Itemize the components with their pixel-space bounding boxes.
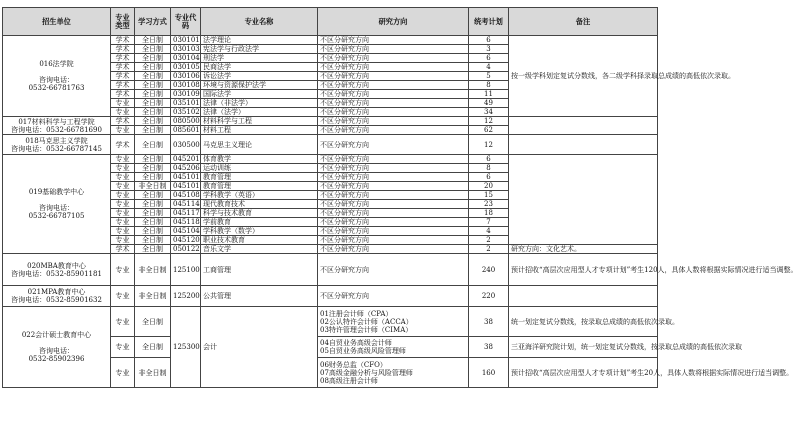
code-cell: 045117 <box>171 209 201 218</box>
header-note: 备注 <box>509 8 658 36</box>
direction-cell: 不区分研究方向 <box>318 236 469 245</box>
direction-cell: 不区分研究方向 <box>318 218 469 227</box>
mode-cell: 全日制 <box>135 155 171 164</box>
note-cell: 研究方向：文化艺术。 <box>509 245 658 254</box>
type-cell: 专业 <box>111 227 135 236</box>
name-cell: 材料工程 <box>201 126 318 135</box>
code-cell: 035101 <box>171 99 201 108</box>
direction-item: 02公认特许会计师（ACCA） <box>320 317 413 326</box>
plan-cell: 23 <box>469 200 509 209</box>
direction-cell: 不区分研究方向 <box>318 182 469 191</box>
direction-cell: 不区分研究方向 <box>318 209 469 218</box>
header-code: 专业代码 <box>171 8 201 36</box>
type-cell: 专业 <box>111 286 135 307</box>
name-cell: 职业技术教育 <box>201 236 318 245</box>
note-cell <box>509 117 658 135</box>
code-cell: 030106 <box>171 72 201 81</box>
unit-phone: 咨询电话：0532-85901632 <box>11 296 102 304</box>
mode-cell: 全日制 <box>135 245 171 254</box>
type-cell: 专业 <box>111 155 135 164</box>
admissions-table <box>2 7 798 388</box>
name-cell: 教育管理 <box>201 182 318 191</box>
name-cell: 马克思主义理论 <box>201 135 318 155</box>
plan-cell: 38 <box>469 337 509 358</box>
plan-cell: 240 <box>469 254 509 286</box>
mode-cell: 全日制 <box>135 135 171 155</box>
code-cell: 045108 <box>171 191 201 200</box>
direction-item: 08高级注册会计师 <box>320 376 378 385</box>
direction-cell: 不区分研究方向 <box>318 126 469 135</box>
type-cell: 专业 <box>111 218 135 227</box>
mode-cell: 全日制 <box>135 126 171 135</box>
code-cell: 030101 <box>171 36 201 45</box>
code-cell: 045201 <box>171 155 201 164</box>
mode-cell: 全日制 <box>135 36 171 45</box>
header-mode: 学习方式 <box>135 8 171 36</box>
plan-cell: 2 <box>469 236 509 245</box>
mode-cell: 全日制 <box>135 200 171 209</box>
unit-name: 022会计硕士教育中心 <box>21 331 92 339</box>
mode-cell: 全日制 <box>135 72 171 81</box>
direction-cell: 不区分研究方向 <box>318 90 469 99</box>
unit-cell <box>3 36 111 117</box>
plan-cell: 49 <box>469 99 509 108</box>
direction-cell: 不区分研究方向 <box>318 254 469 286</box>
unit-name: 020MBA教育中心 <box>27 261 86 270</box>
unit-name: 021MPA教育中心 <box>27 288 86 296</box>
plan-cell: 5 <box>469 72 509 81</box>
code-cell: 045120 <box>171 236 201 245</box>
mode-cell: 全日制 <box>135 108 171 117</box>
type-cell: 学术 <box>111 36 135 45</box>
header-type: 专业类型 <box>111 8 135 36</box>
name-cell: 现代教育技术 <box>201 200 318 209</box>
mode-cell: 全日制 <box>135 307 171 337</box>
direction-cell: 不区分研究方向 <box>318 72 469 81</box>
code-cell: 050122 <box>171 245 201 254</box>
plan-cell: 3 <box>469 45 509 54</box>
type-cell: 学术 <box>111 90 135 99</box>
direction-cell: 不区分研究方向 <box>318 155 469 164</box>
direction-cell: 不区分研究方向 <box>318 245 469 254</box>
direction-cell <box>318 358 469 388</box>
code-cell: 045206 <box>171 164 201 173</box>
direction-cell: 不区分研究方向 <box>318 135 469 155</box>
mode-cell: 全日制 <box>135 236 171 245</box>
unit-name: 019基础教学中心 <box>28 188 85 196</box>
mode-cell: 全日制 <box>135 81 171 90</box>
name-cell: 法学理论 <box>201 36 318 45</box>
direction-cell: 不区分研究方向 <box>318 191 469 200</box>
code-cell: 045114 <box>171 200 201 209</box>
type-cell: 专业 <box>111 173 135 182</box>
header-name: 专业名称 <box>201 8 318 36</box>
unit-cell <box>3 135 111 155</box>
plan-cell: 2 <box>469 245 509 254</box>
unit-phone: 咨询电话：0532-85901181 <box>11 269 102 278</box>
unit-phone: 咨询电话：0532-66781690 <box>11 125 102 134</box>
mode-cell: 全日制 <box>135 227 171 236</box>
plan-cell: 6 <box>469 36 509 45</box>
table-row <box>3 254 658 286</box>
code-cell: 045104 <box>171 227 201 236</box>
plan-cell: 4 <box>469 63 509 72</box>
mode-cell: 非全日制 <box>135 358 171 388</box>
name-cell: 材料科学与工程 <box>201 117 318 126</box>
unit-phone-label: 咨询电话： <box>39 204 74 212</box>
code-cell: 125100 <box>171 254 201 286</box>
direction-cell: 不区分研究方向 <box>318 54 469 63</box>
direction-cell: 不区分研究方向 <box>318 45 469 54</box>
mode-cell: 全日制 <box>135 99 171 108</box>
mode-cell: 非全日制 <box>135 254 171 286</box>
code-cell: 045101 <box>171 182 201 191</box>
note-cell: 统一划定复试分数线，按录取总成绩的高低依次录取。 <box>509 307 658 337</box>
type-cell: 专业 <box>111 191 135 200</box>
code-cell: 030500 <box>171 135 201 155</box>
direction-item: 06财务总监（CFO） <box>320 360 387 369</box>
direction-cell: 不区分研究方向 <box>318 173 469 182</box>
mode-cell: 全日制 <box>135 164 171 173</box>
plan-cell: 34 <box>469 108 509 117</box>
unit-cell <box>3 155 111 254</box>
unit-phone-label: 咨询电话： <box>39 76 74 84</box>
unit-phone: 0532-85902396 <box>28 355 85 363</box>
name-cell: 学科教学（英语） <box>201 191 318 200</box>
note-cell: 预计招收“高层次应用型人才专项计划”考生120人，具体人数将根据实际情况进行适当调整。 <box>509 254 658 286</box>
plan-cell: 62 <box>469 126 509 135</box>
code-cell: 085601 <box>171 126 201 135</box>
mode-cell: 非全日制 <box>135 182 171 191</box>
name-cell: 法律（非法学） <box>201 99 318 108</box>
direction-cell: 不区分研究方向 <box>318 81 469 90</box>
unit-cell <box>3 117 111 135</box>
unit-phone: 0532-66787105 <box>28 212 85 220</box>
direction-cell: 不区分研究方向 <box>318 286 469 307</box>
type-cell: 专业 <box>111 108 135 117</box>
direction-item: 04自贸业务高级会计师 <box>320 339 392 347</box>
mode-cell: 全日制 <box>135 54 171 63</box>
header-row <box>3 8 658 36</box>
code-cell: 030104 <box>171 54 201 63</box>
code-cell: 125300 <box>171 307 201 388</box>
name-cell: 宪法学与行政法学 <box>201 45 318 54</box>
direction-item: 05自贸业务高级风险管理师 <box>320 347 406 355</box>
mode-cell: 全日制 <box>135 90 171 99</box>
code-cell: 125200 <box>171 286 201 307</box>
plan-cell: 12 <box>469 117 509 126</box>
type-cell: 学术 <box>111 117 135 126</box>
type-cell: 专业 <box>111 126 135 135</box>
plan-cell: 6 <box>469 54 509 63</box>
header-unit: 招生单位 <box>3 8 111 36</box>
plan-cell: 4 <box>469 227 509 236</box>
note-cell <box>509 155 658 245</box>
type-cell: 专业 <box>111 254 135 286</box>
type-cell: 学术 <box>111 245 135 254</box>
unit-name: 016法学院 <box>39 60 74 68</box>
direction-item: 03特许管理会计师（CIMA） <box>320 325 413 334</box>
mode-cell: 全日制 <box>135 117 171 126</box>
direction-item: 01注册会计师（CPA） <box>320 309 393 318</box>
header-direction: 研究方向 <box>318 8 469 36</box>
name-cell: 国际法学 <box>201 90 318 99</box>
type-cell: 专业 <box>111 182 135 191</box>
note-cell: 按一级学科划定复试分数线，各二级学科择录取总成绩的高低依次录取。 <box>509 36 658 117</box>
plan-cell: 8 <box>469 164 509 173</box>
direction-item: 07高级金融分析与风险管理师 <box>320 368 413 377</box>
name-cell: 音乐文学 <box>201 245 318 254</box>
code-cell: 030109 <box>171 90 201 99</box>
unit-cell <box>3 254 111 286</box>
type-cell: 专业 <box>111 200 135 209</box>
name-cell: 民商法学 <box>201 63 318 72</box>
code-cell: 030108 <box>171 81 201 90</box>
mode-cell: 非全日制 <box>135 286 171 307</box>
name-cell: 运动训练 <box>201 164 318 173</box>
unit-phone-label: 咨询电话： <box>39 347 74 355</box>
note-cell: 三亚海洋研究院计划，统一划定复试分数线，按录取总成绩的高低依次录取 <box>509 337 658 358</box>
code-cell: 045118 <box>171 218 201 227</box>
mode-cell: 全日制 <box>135 191 171 200</box>
unit-name: 017材料科学与工程学院 <box>18 117 95 126</box>
table-row <box>3 135 658 155</box>
direction-cell: 不区分研究方向 <box>318 164 469 173</box>
name-cell: 环境与资源保护法学 <box>201 81 318 90</box>
mode-cell: 全日制 <box>135 63 171 72</box>
type-cell: 专业 <box>111 99 135 108</box>
direction-cell <box>318 337 469 358</box>
plan-cell: 7 <box>469 218 509 227</box>
table-row <box>3 307 658 337</box>
plan-cell: 20 <box>469 182 509 191</box>
direction-cell: 不区分研究方向 <box>318 36 469 45</box>
plan-cell: 220 <box>469 286 509 307</box>
plan-cell: 8 <box>469 81 509 90</box>
plan-cell: 6 <box>469 155 509 164</box>
name-cell: 学前教育 <box>201 218 318 227</box>
type-cell: 专业 <box>111 337 135 358</box>
direction-cell <box>318 307 469 337</box>
header-plan: 统考计划 <box>469 8 509 36</box>
unit-phone: 0532-66781763 <box>28 84 85 92</box>
direction-cell: 不区分研究方向 <box>318 99 469 108</box>
code-cell: 045101 <box>171 173 201 182</box>
plan-cell: 12 <box>469 135 509 155</box>
name-cell: 诉讼法学 <box>201 72 318 81</box>
unit-cell <box>3 307 111 388</box>
code-cell: 030105 <box>171 63 201 72</box>
direction-cell: 不区分研究方向 <box>318 117 469 126</box>
code-cell: 080500 <box>171 117 201 126</box>
table-row <box>3 286 658 307</box>
code-cell: 035102 <box>171 108 201 117</box>
name-cell: 学科教学（数学） <box>201 227 318 236</box>
plan-cell: 11 <box>469 90 509 99</box>
plan-cell: 6 <box>469 173 509 182</box>
type-cell: 学术 <box>111 63 135 72</box>
name-cell: 科学与技术教育 <box>201 209 318 218</box>
plan-cell: 38 <box>469 307 509 337</box>
type-cell: 专业 <box>111 236 135 245</box>
note-cell <box>509 135 658 155</box>
direction-cell: 不区分研究方向 <box>318 108 469 117</box>
mode-cell: 全日制 <box>135 173 171 182</box>
direction-cell: 不区分研究方向 <box>318 200 469 209</box>
name-cell: 会计 <box>201 307 318 388</box>
type-cell: 学术 <box>111 135 135 155</box>
type-cell: 学术 <box>111 54 135 63</box>
plan-cell: 15 <box>469 191 509 200</box>
mode-cell: 全日制 <box>135 45 171 54</box>
name-cell: 法律（法学） <box>201 108 318 117</box>
type-cell: 专业 <box>111 209 135 218</box>
note-cell: 预计招收“高层次应用型人才专项计划”考生20人，具体人数将根据实际情况进行适当调整。 <box>509 358 658 388</box>
type-cell: 学术 <box>111 45 135 54</box>
type-cell: 学术 <box>111 72 135 81</box>
name-cell: 公共管理 <box>201 286 318 307</box>
name-cell: 教育管理 <box>201 173 318 182</box>
direction-cell: 不区分研究方向 <box>318 63 469 72</box>
name-cell: 工商管理 <box>201 254 318 286</box>
mode-cell: 全日制 <box>135 218 171 227</box>
unit-phone: 咨询电话：0532-66787145 <box>11 144 102 153</box>
name-cell: 刑法学 <box>201 54 318 63</box>
table-row <box>3 36 658 45</box>
plan-cell: 18 <box>469 209 509 218</box>
type-cell: 专业 <box>111 164 135 173</box>
type-cell: 专业 <box>111 307 135 337</box>
table-row <box>3 117 658 126</box>
mode-cell: 全日制 <box>135 209 171 218</box>
mode-cell: 全日制 <box>135 337 171 358</box>
code-cell: 030103 <box>171 45 201 54</box>
unit-cell <box>3 286 111 307</box>
type-cell: 专业 <box>111 358 135 388</box>
name-cell: 体育教学 <box>201 155 318 164</box>
plan-cell: 160 <box>469 358 509 388</box>
unit-name: 018马克思主义学院 <box>25 136 88 145</box>
type-cell: 学术 <box>111 81 135 90</box>
direction-cell: 不区分研究方向 <box>318 227 469 236</box>
note-cell <box>509 286 658 307</box>
table-row <box>3 155 658 164</box>
